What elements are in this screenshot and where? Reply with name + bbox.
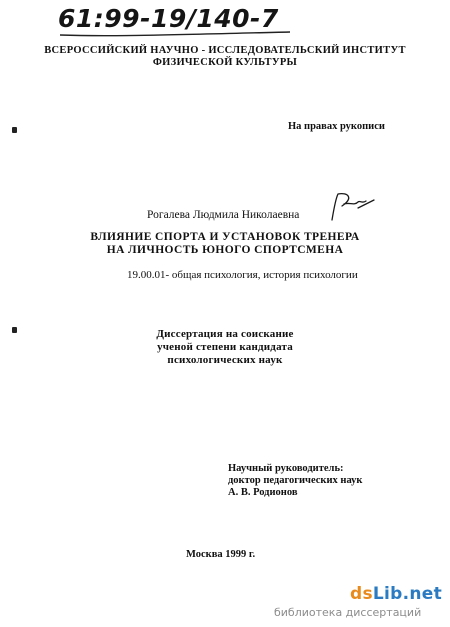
city-year: Москва 1999 г. bbox=[186, 549, 256, 560]
dslib-logo[interactable] bbox=[350, 584, 442, 604]
thesis-title-line1: ВЛИЯНИЕ СПОРТА И УСТАНОВОК ТРЕНЕРА bbox=[90, 231, 360, 243]
handwriting-underline bbox=[58, 4, 298, 40]
institute-name-line1: ВСЕРОССИЙСКИЙ НАУЧНО - ИССЛЕДОВАТЕЛЬСКИЙ ИНСТИТУТ bbox=[44, 45, 406, 56]
thesis-title-line2: НА ЛИЧНОСТЬ ЮНОГО СПОРТСМЕНА bbox=[106, 244, 344, 256]
supervisor-label: Научный руководитель: bbox=[228, 463, 344, 474]
dissertation-line1: Диссертация на соискание bbox=[156, 328, 294, 340]
handwritten-archive-number bbox=[58, 4, 298, 40]
scan-mark bbox=[12, 127, 17, 133]
dissertation-line3: психологических наук bbox=[167, 354, 283, 366]
specialty-code: 19.00.01- общая психология, история психологии bbox=[127, 269, 358, 281]
dslib-logo-rest: Lib.net bbox=[372, 584, 443, 604]
archive-number-text: 61:99-19/140-7 bbox=[58, 4, 279, 33]
supervisor-name: А. В. Родионов bbox=[228, 487, 298, 498]
supervisor-degree: доктор педагогических наук bbox=[228, 475, 363, 486]
author-name: Рогалева Людмила Николаевна bbox=[147, 209, 300, 221]
dslib-logo-ds: ds bbox=[350, 584, 373, 604]
institute-name-line2: ФИЗИЧЕСКОЙ КУЛЬТУРЫ bbox=[152, 57, 298, 68]
dissertation-line2: ученой степени кандидата bbox=[157, 341, 293, 353]
dslib-subtitle: библиотека диссертаций bbox=[274, 606, 422, 619]
author-signature bbox=[328, 190, 378, 224]
manuscript-rights: На правах рукописи bbox=[288, 121, 385, 132]
